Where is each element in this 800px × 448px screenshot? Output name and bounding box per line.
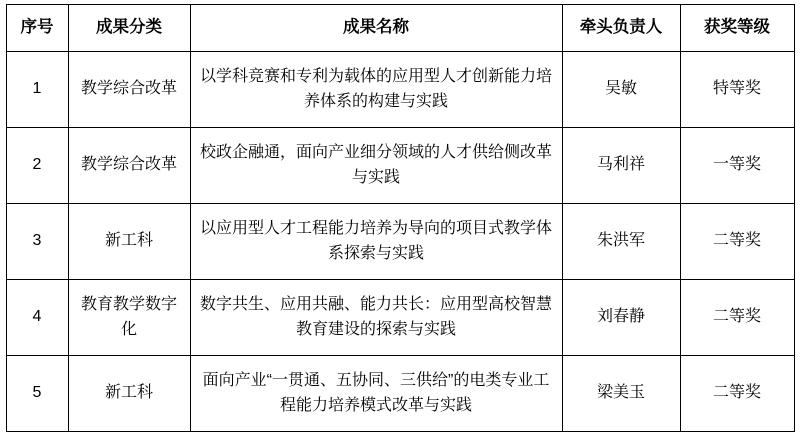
table-body bbox=[6, 52, 794, 432]
column-header-level: 获奖等级 bbox=[680, 5, 794, 52]
cell-name: 以应用型人才工程能力培养为导向的项目式教学体系探索与实践 bbox=[190, 204, 562, 280]
cell-index: 1 bbox=[6, 52, 68, 128]
table-row bbox=[6, 280, 794, 356]
cell-name: 以学科竞赛和专利为载体的应用型人才创新能力培养体系的构建与实践 bbox=[190, 52, 562, 128]
cell-name: 数字共生、应用共融、能力共长：应用型高校智慧教育建设的探索与实践 bbox=[190, 280, 562, 356]
cell-index: 4 bbox=[6, 280, 68, 356]
cell-level: 二等奖 bbox=[680, 204, 794, 280]
teaching-achievement-award-table bbox=[6, 4, 795, 432]
table-row bbox=[6, 52, 794, 128]
cell-level: 一等奖 bbox=[680, 128, 794, 204]
column-header-index: 序号 bbox=[6, 5, 68, 52]
table-row bbox=[6, 128, 794, 204]
cell-leader: 朱洪军 bbox=[562, 204, 680, 280]
cell-category: 教学综合改革 bbox=[68, 52, 190, 128]
cell-index: 3 bbox=[6, 204, 68, 280]
table-header bbox=[6, 5, 794, 52]
table-row bbox=[6, 356, 794, 432]
cell-leader: 梁美玉 bbox=[562, 356, 680, 432]
cell-level: 二等奖 bbox=[680, 356, 794, 432]
cell-index: 2 bbox=[6, 128, 68, 204]
column-header-category: 成果分类 bbox=[68, 5, 190, 52]
cell-name: 校政企融通，面向产业细分领域的人才供给侧改革与实践 bbox=[190, 128, 562, 204]
table-header-row bbox=[6, 5, 794, 52]
cell-index: 5 bbox=[6, 356, 68, 432]
cell-name: 面向产业“一贯通、五协同、三供给”的电类专业工程能力培养模式改革与实践 bbox=[190, 356, 562, 432]
cell-category: 新工科 bbox=[68, 356, 190, 432]
cell-leader: 吴敏 bbox=[562, 52, 680, 128]
table-row bbox=[6, 204, 794, 280]
cell-category: 教学综合改革 bbox=[68, 128, 190, 204]
cell-level: 特等奖 bbox=[680, 52, 794, 128]
column-header-leader: 牵头负责人 bbox=[562, 5, 680, 52]
cell-category: 教育教学数字化 bbox=[68, 280, 190, 356]
cell-level: 二等奖 bbox=[680, 280, 794, 356]
column-header-name: 成果名称 bbox=[190, 5, 562, 52]
cell-leader: 马利祥 bbox=[562, 128, 680, 204]
cell-category: 新工科 bbox=[68, 204, 190, 280]
cell-leader: 刘春静 bbox=[562, 280, 680, 356]
